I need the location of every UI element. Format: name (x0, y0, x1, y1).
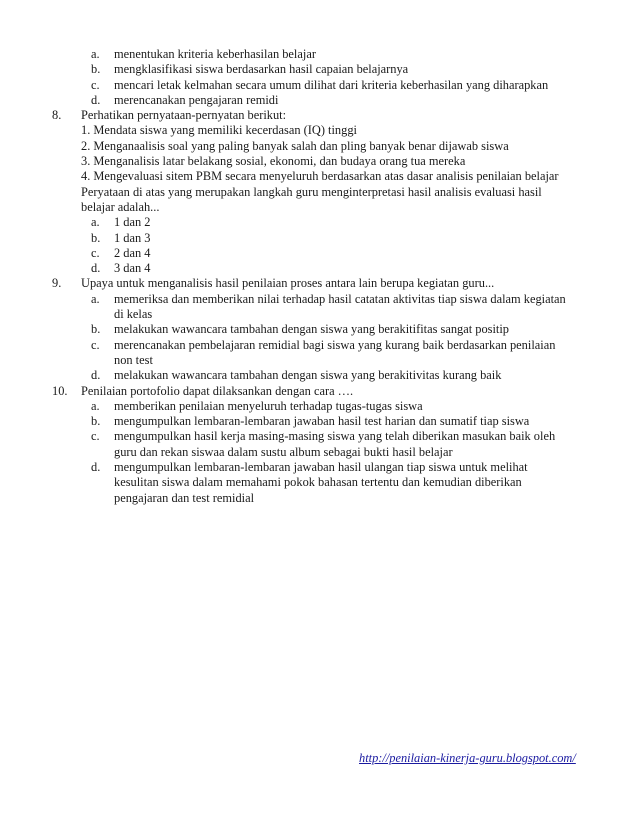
option-text: memberikan penilaian menyeluruh terhadap tugas-tugas siswa (114, 398, 423, 413)
option-letter: a. (91, 291, 100, 306)
q10-option-c (0, 429, 638, 444)
option-text: memeriksa dan memberikan nilai terhadap hasil catatan aktivitas tiap siswa dalam kegiatan (114, 291, 566, 306)
option-text: 3 dan 4 (114, 261, 151, 276)
q7-option-d (0, 93, 638, 108)
q8-statement-2 (0, 139, 638, 154)
option-letter: c. (91, 337, 100, 352)
q8-prompt-line-2 (0, 200, 638, 215)
option-text: non test (114, 352, 153, 367)
q8-question (0, 108, 638, 123)
option-text: kesulitan siswa dalam memahami pokok bahasan tertentu dan kemudian diberikan (114, 475, 522, 490)
q8-statement-4 (0, 169, 638, 184)
q8-option-b (0, 231, 638, 246)
q9-option-c-cont (0, 353, 638, 368)
option-text: mengumpulkan lembaran-lembaran jawaban hasil test harian dan sumatif tiap siswa (114, 414, 530, 429)
q10-option-a (0, 399, 638, 414)
q10-option-d-cont-2 (0, 491, 638, 506)
option-letter: a. (91, 47, 100, 61)
statement-text: 4. Mengevaluasi sitem PBM secara menyeluruh berdasarkan atas dasar analisis penilaian belajar (81, 169, 559, 184)
option-letter: c. (91, 77, 100, 92)
option-text: mencari letak kelmahan secara umum dilihat dari kriteria keberhasilan yang diharapkan (114, 77, 549, 92)
q8-option-c (0, 246, 638, 261)
q10-option-d-cont (0, 475, 638, 490)
option-text: 1 dan 3 (114, 230, 151, 245)
question-text: Upaya untuk menganalisis hasil penilaian proses antara lain berupa kegiatan guru... (81, 276, 495, 291)
question-number: 10. (52, 383, 68, 398)
q7-option-b (0, 62, 638, 77)
q9-option-c (0, 338, 638, 353)
option-letter: b. (91, 322, 101, 337)
question-text: Perhatikan pernyataan-pernyatan berikut: (81, 108, 287, 123)
option-text: mengumpulkan lembaran-lembaran jawaban hasil ulangan tiap siswa untuk melihat (114, 460, 528, 475)
q10-option-d (0, 460, 638, 475)
question-number: 9. (52, 276, 62, 291)
question-text: Penilaian portofolio dapat dilaksankan dengan cara …. (81, 383, 354, 398)
prompt-text: Peryataan di atas yang merupakan langkah guru menginterpretasi hasil analisis evaluasi hasil (81, 184, 542, 199)
q9-option-d (0, 368, 638, 383)
q9-option-a (0, 292, 638, 307)
option-letter: b. (91, 230, 101, 245)
option-letter: c. (91, 245, 100, 260)
option-letter: a. (91, 215, 100, 230)
option-letter: d. (91, 261, 101, 276)
q9-option-b (0, 322, 638, 337)
footer-blog-link[interactable]: http://penilaian-kinerja-guru.blogspot.com/ (359, 751, 576, 765)
option-text: pengajaran dan test remidial (114, 490, 255, 505)
q8-prompt-line-1 (0, 185, 638, 200)
option-letter: d. (91, 92, 101, 107)
q10-option-c-cont (0, 445, 638, 460)
q10-question (0, 384, 638, 399)
q8-option-d (0, 261, 638, 276)
option-text: guru dan rekan siswaa dalam sustu album sebagai bukti hasil belajar (114, 444, 453, 459)
option-letter: b. (91, 62, 101, 77)
option-letter: b. (91, 414, 101, 429)
statement-text: 1. Mendata siswa yang memiliki kecerdasan (IQ) tinggi (81, 123, 357, 138)
option-letter: d. (91, 368, 101, 383)
q8-statement-1 (0, 123, 638, 138)
option-text: 1 dan 2 (114, 215, 151, 230)
q9-option-a-cont (0, 307, 638, 322)
q10-option-b (0, 414, 638, 429)
q8-statement-3 (0, 154, 638, 169)
question-number: 8. (52, 108, 62, 123)
option-text: mengklasifikasi siswa berdasarkan hasil capaian belajarnya (114, 62, 409, 77)
prompt-text: belajar adalah... (81, 199, 160, 214)
option-letter: c. (91, 429, 100, 444)
q7-option-c (0, 78, 638, 93)
option-text: melakukan wawancara tambahan dengan siswa yang berakitifitas sangat positip (114, 322, 509, 337)
option-text: merencanakan pengajaran remidi (114, 92, 279, 107)
option-text: menentukan kriteria keberhasilan belajar (114, 47, 316, 61)
option-text: merencanakan pembelajaran remidial bagi siswa yang kurang baik berdasarkan penilaian (114, 337, 556, 352)
option-letter: a. (91, 398, 100, 413)
statement-text: 2. Menganaalisis soal yang paling banyak salah dan pling banyak benar dijawab siswa (81, 138, 509, 153)
q9-question (0, 276, 638, 291)
option-text: 2 dan 4 (114, 245, 151, 260)
option-text: di kelas (114, 307, 153, 322)
option-text: melakukan wawancara tambahan dengan siswa yang berakitivitas kurang baik (114, 368, 502, 383)
q7-option-a (0, 47, 638, 62)
q8-option-a (0, 215, 638, 230)
document-page (0, 47, 638, 506)
statement-text: 3. Menganalisis latar belakang sosial, ekonomi, dan budaya orang tua mereka (81, 154, 466, 169)
option-letter: d. (91, 460, 101, 475)
option-text: mengumpulkan hasil kerja masing-masing siswa yang telah diberikan masukan baik oleh (114, 429, 556, 444)
